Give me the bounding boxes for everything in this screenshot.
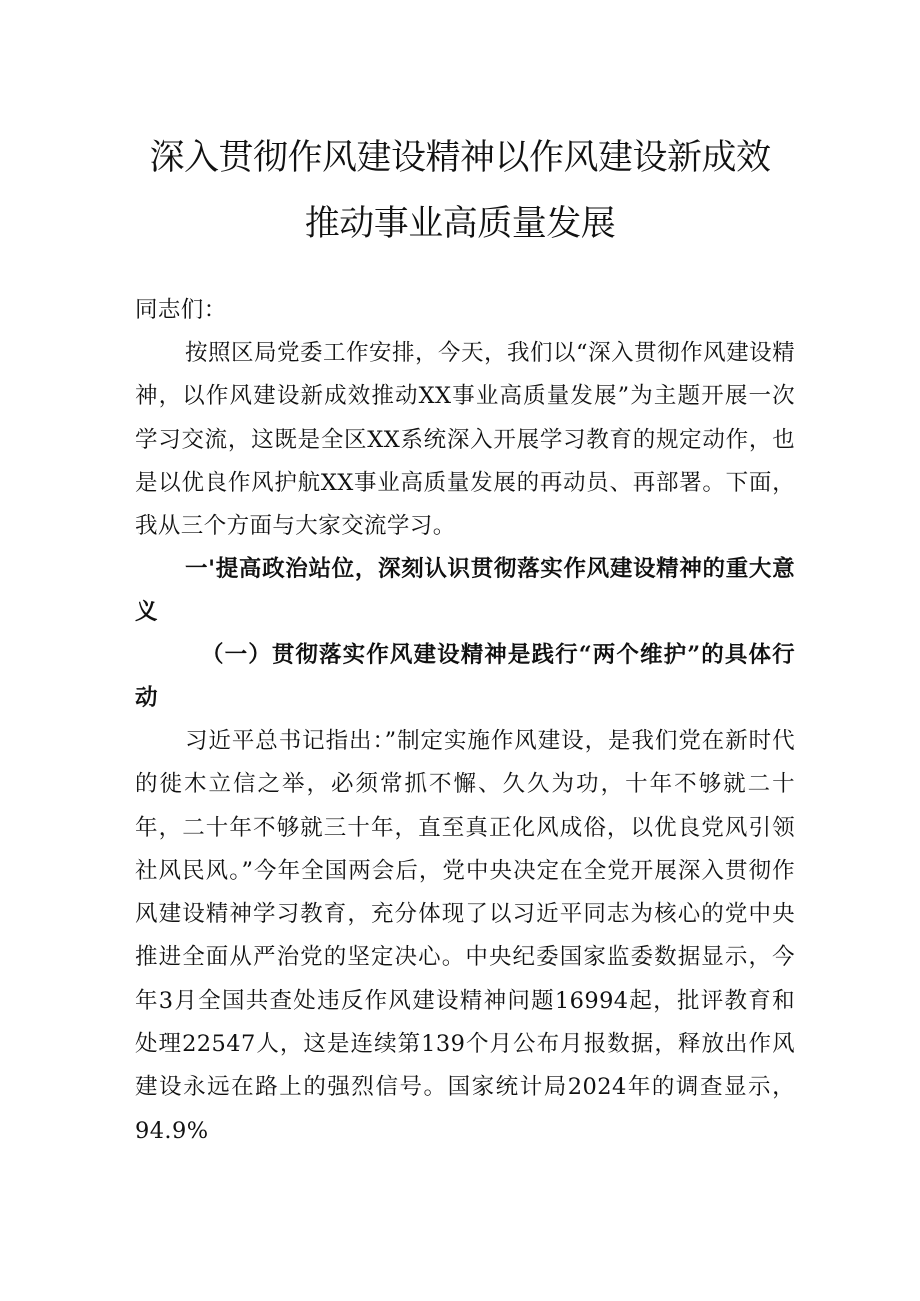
intro-paragraph: 按照区局党委工作安排，今天，我们以“深入贯彻作风建设精神，以作风建设新成效推动XX事业高质量发展”为主题开展一次学习交流，这既是全区XX系统深入开展学习教育的规定动作，也是以优良作风护航XX事业高质量发展的再动员、再部署。下面，我从三个方面与大家交流学习。 <box>135 340 795 540</box>
salutation: 同志们： <box>135 297 227 323</box>
document-title-line-1: 深入贯彻作风建设精神以作风建设新成效 <box>149 138 771 178</box>
section-1-heading: 一'提高政治站位，深刻认识贯彻落实作风建设精神的重大意义 <box>135 556 795 626</box>
document-title-line-2: 推动事业高质量发展 <box>304 204 616 244</box>
subsection-1-heading: （一）贯彻落实作风建设精神是践行“两个维护”的具体行动 <box>135 642 795 712</box>
body-paragraph: 习近平总书记指出：”制定实施作风建设，是我们党在新时代的徙木立信之举，必须常抓不懈、久久为功，十年不够就二十年，二十年不够就三十年，直至真正化风成俗，以优良党风引领社风民风。”今年全国两会后，党中央决定在全党开展深入贯彻作风建设精神学习教育，充分体现了以习近平同志为核心的党中央推进全面从严治党的坚定决心。中央纪委国家监委数据显示，今年3月全国共查处违反作风建设精神问题16994起，批评教育和处理22547人，这是连续第139个月公布月报数据，释放出作风建设永远在路上的强烈信号。国家统计局2024年的调查显示，94.9% <box>135 728 795 1144</box>
